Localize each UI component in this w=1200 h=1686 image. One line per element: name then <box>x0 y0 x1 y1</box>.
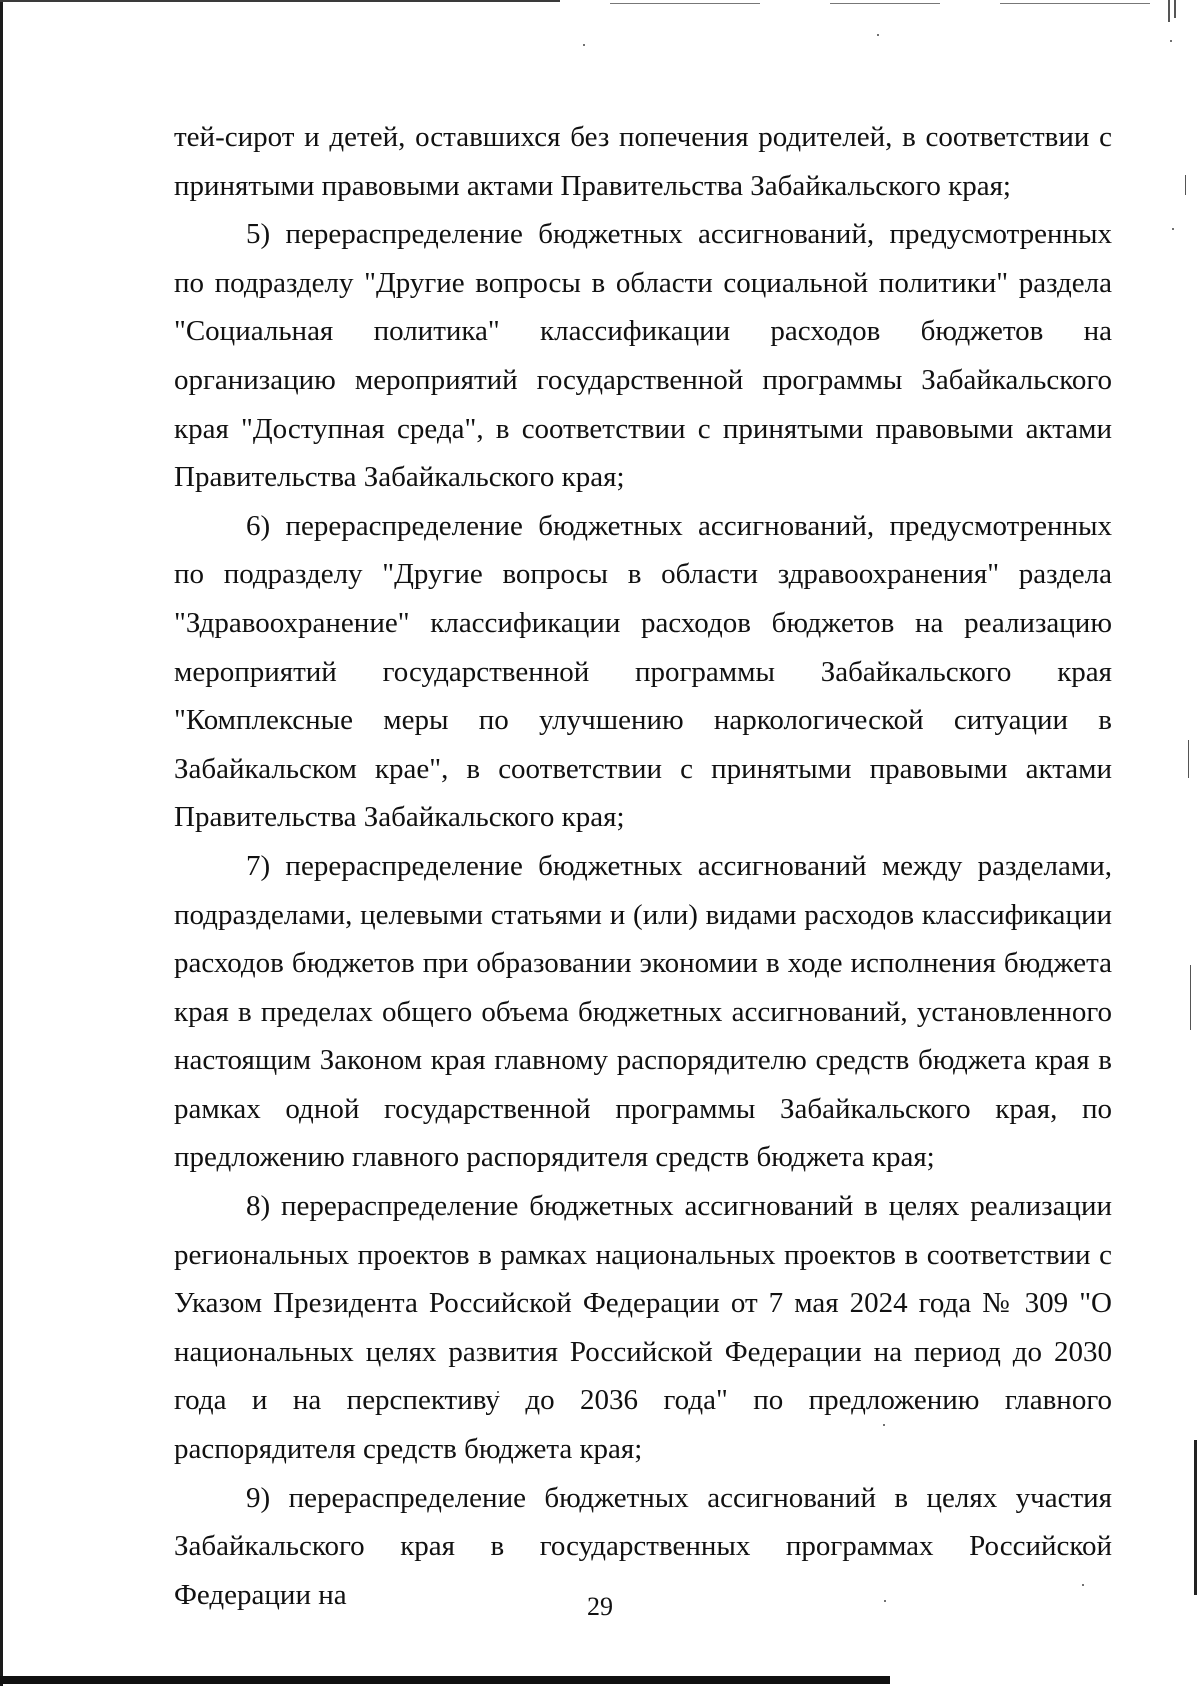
scan-speck <box>583 44 585 46</box>
paragraph-continuation: тей-сирот и детей, оставшихся без попечения родителей, в соответствии с принятыми правовыми актами Правительства Забайкальского края; <box>174 121 1112 202</box>
scan-speck <box>877 34 879 36</box>
scan-edge-right-mark <box>1174 0 1176 18</box>
scan-edge-right-mark <box>1194 1440 1197 1595</box>
scan-edge-right-mark <box>1168 0 1170 22</box>
scan-speck <box>1172 228 1174 230</box>
scan-speck <box>1170 40 1172 42</box>
paragraph-item-8: 8) перераспределение бюджетных ассигнований в целях реализации региональных проектов в рамках национальных проектов в соответствии с Указом Президента Российской Федерации от 7 мая 2024 года № 309 "О национальных целях развития Российской Федерации на период до 2030 года и на перспективу до 2036 года" по предложению главного распорядителя средств бюджета края; <box>174 1190 1112 1466</box>
paragraph-item-7: 7) перераспределение бюджетных ассигнований между разделами, подразделами, целевыми статьями и (или) видами расходов классификации расходов бюджетов при образовании экономии в ходе исполнения бюджета края в пределах общего объема бюджетных ассигнований, установленного настоящим Законом края главному распорядителю средств бюджета края в рамках одной государственной программы Забайкальского края, по предложению главного распорядителя средств бюджета края; <box>174 849 1112 1174</box>
scan-edge-top-dash <box>610 3 760 4</box>
scan-edge-bottom <box>0 1676 890 1684</box>
scan-edge-left <box>0 0 3 1686</box>
scan-edge-right-mark <box>1190 965 1191 1030</box>
page-number: 29 <box>587 1592 613 1621</box>
scan-edge-right-mark <box>1185 175 1186 195</box>
scan-edge-top-dash <box>830 3 940 4</box>
paragraph-item-5: 5) перераспределение бюджетных ассигнований, предусмотренных по подразделу "Другие вопросы в области социальной политики" раздела "Социальная политика" классификации расходов бюджетов на организацию мероприятий государственной программы Забайкальского края "Доступная среда", в соответствии с принятыми правовыми актами Правительства Забайкальского края; <box>174 218 1112 494</box>
paragraph-item-6: 6) перераспределение бюджетных ассигнований, предусмотренных по подразделу "Другие вопросы в области здравоохранения" раздела "Здравоохранение" классификации расходов бюджетов на реализацию мероприятий государственной программы Забайкальского края "Комплексные меры по улучшению наркологической ситуации в Забайкальском крае", в соответствии с принятыми правовыми актами Правительства Забайкальского края; <box>174 509 1112 834</box>
scan-edge-right-mark <box>1188 740 1189 778</box>
document-body <box>174 113 1112 1619</box>
scan-edge-top-dash <box>1000 3 1150 4</box>
paragraph-item-9: 9) перераспределение бюджетных ассигнований в целях участия Забайкальского края в государственных программах Российской Федерации на <box>174 1481 1112 1611</box>
scan-edge-top <box>0 0 560 2</box>
